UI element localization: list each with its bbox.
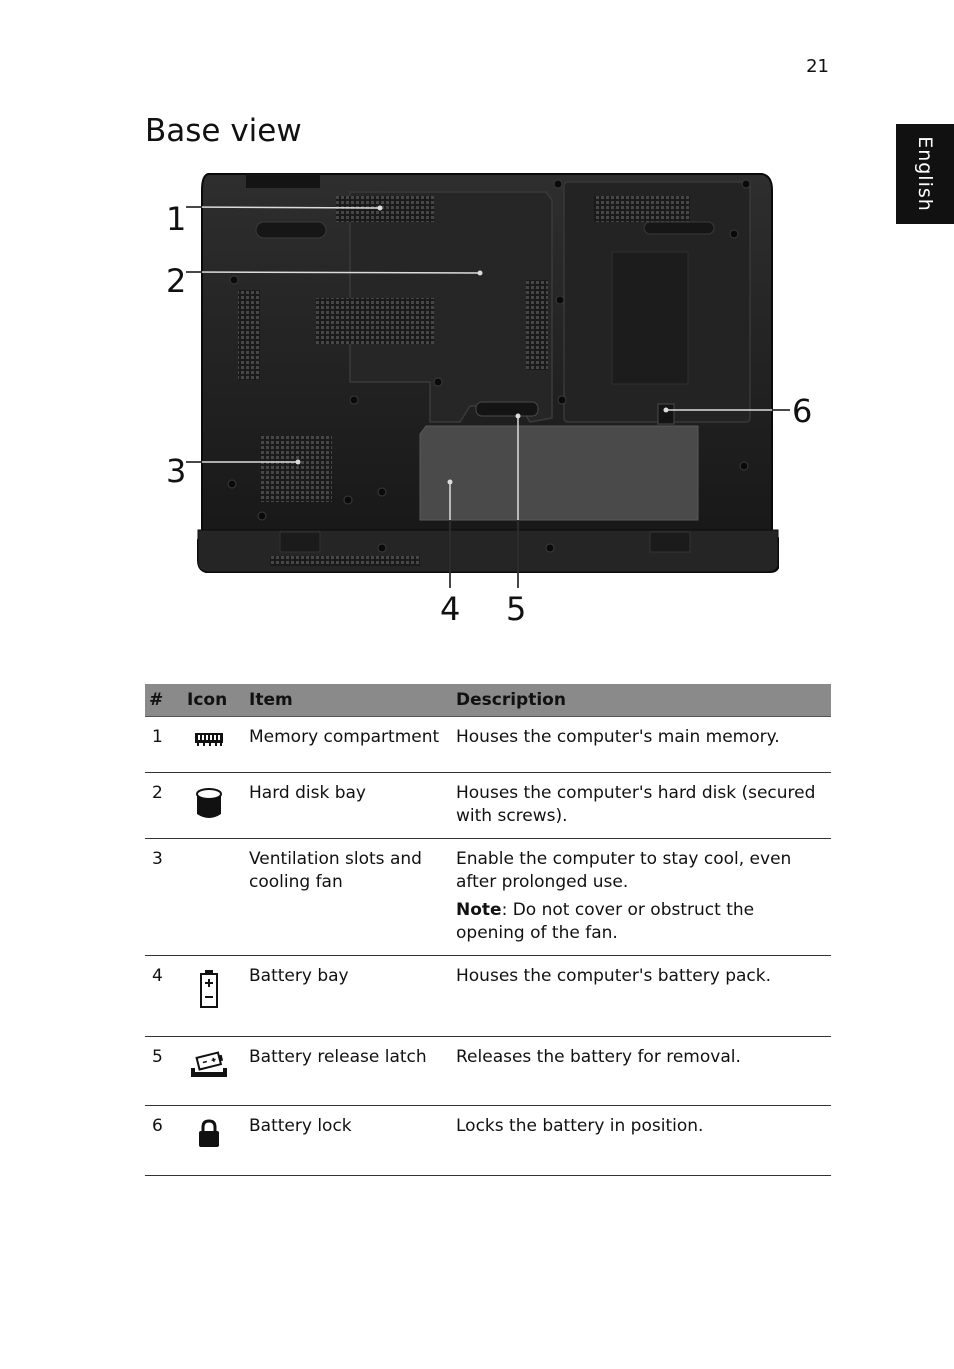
row-number: 3 bbox=[145, 839, 183, 956]
table-row bbox=[145, 773, 831, 839]
table-row bbox=[145, 717, 831, 773]
base-view-table bbox=[145, 684, 831, 1176]
table-row bbox=[145, 1106, 831, 1176]
header-description: Description bbox=[452, 684, 831, 717]
row-item: Memory compartment bbox=[245, 717, 452, 773]
row-description: Houses the computer's battery pack. bbox=[452, 956, 831, 1037]
header-item: Item bbox=[245, 684, 452, 717]
row-number: 4 bbox=[145, 956, 183, 1037]
hard-disk-icon bbox=[195, 786, 223, 822]
battery-icon bbox=[199, 969, 219, 1009]
row-number: 2 bbox=[145, 773, 183, 839]
row-number: 5 bbox=[145, 1037, 183, 1106]
note-label: Note bbox=[456, 900, 502, 920]
front-vent bbox=[270, 556, 420, 566]
table-row bbox=[145, 956, 831, 1037]
language-tab bbox=[896, 124, 954, 224]
table-row bbox=[145, 1037, 831, 1106]
table-header-row bbox=[145, 684, 831, 717]
memory-icon bbox=[194, 730, 224, 748]
row-description: Locks the battery in position. bbox=[452, 1106, 831, 1176]
header-icon: Icon bbox=[183, 684, 245, 717]
battery-lock-shape bbox=[658, 404, 674, 424]
lock-icon bbox=[197, 1119, 221, 1149]
row-item: Ventilation slots and cooling fan bbox=[245, 839, 452, 956]
left-vent bbox=[238, 290, 260, 380]
row-number: 1 bbox=[145, 717, 183, 773]
callout-2: 2 bbox=[166, 262, 187, 300]
top-vent bbox=[336, 196, 434, 222]
fan-vent bbox=[260, 436, 332, 502]
row-number: 6 bbox=[145, 1106, 183, 1176]
row-description: Releases the battery for removal. bbox=[452, 1037, 831, 1106]
release-latch-shape bbox=[476, 402, 538, 416]
callout-1: 1 bbox=[166, 200, 187, 238]
page-title: Base view bbox=[145, 113, 302, 149]
row-item: Battery lock bbox=[245, 1106, 452, 1176]
table-row bbox=[145, 839, 831, 956]
page-number: 21 bbox=[806, 56, 829, 77]
row-description: Houses the computer's hard disk (secured with screws). bbox=[452, 773, 831, 839]
base-view-figure bbox=[150, 160, 830, 640]
note-text: : Do not cover or obstruct the opening of the fan. bbox=[456, 900, 755, 943]
side-vent bbox=[526, 280, 548, 370]
callout-5: 5 bbox=[506, 590, 527, 628]
battery-release-icon bbox=[189, 1050, 229, 1080]
row-description: Enable the computer to stay cool, even after prolonged use. bbox=[456, 849, 792, 892]
language-tab-label: English bbox=[914, 136, 936, 212]
row-description: Houses the computer's main memory. bbox=[452, 717, 831, 773]
callout-6: 6 bbox=[792, 392, 813, 430]
laptop-base-illustration bbox=[150, 160, 830, 640]
row-note bbox=[456, 899, 827, 945]
row-item: Hard disk bay bbox=[245, 773, 452, 839]
row-item: Battery bay bbox=[245, 956, 452, 1037]
row-item: Battery release latch bbox=[245, 1037, 452, 1106]
callout-3: 3 bbox=[166, 452, 187, 490]
callout-4: 4 bbox=[440, 590, 461, 628]
battery-pack bbox=[420, 426, 698, 520]
header-number: # bbox=[145, 684, 183, 717]
center-vent bbox=[316, 298, 434, 344]
